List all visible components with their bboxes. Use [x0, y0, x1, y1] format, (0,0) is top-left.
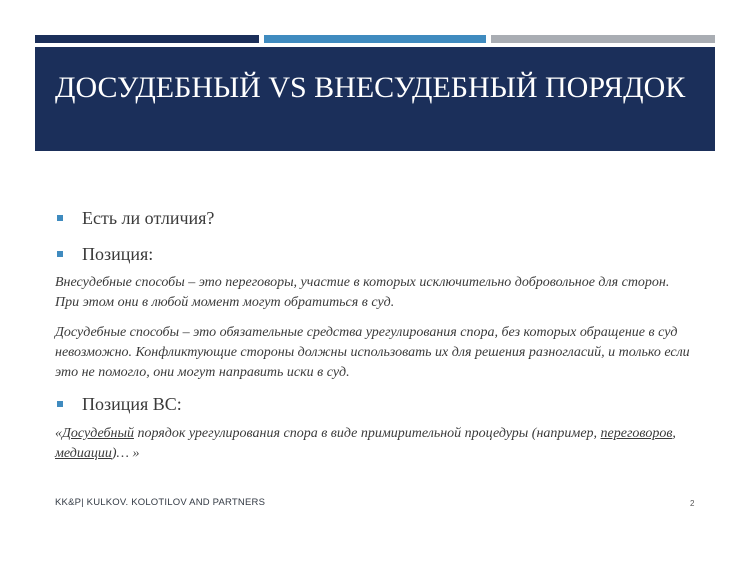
- footer-company: KK&P| KULKOV. KOLOTILOV AND PARTNERS: [55, 497, 266, 508]
- bullet-item-differences: [55, 206, 695, 230]
- square-bullet-icon: [57, 401, 63, 407]
- quote-middle: порядок урегулирования спора в виде примирительной процедуры (например,: [133, 426, 601, 441]
- quote-comma: ,: [672, 426, 676, 441]
- slide-title: ДОСУДЕБНЫЙ VS ВНЕСУДЕБНЫЙ ПОРЯДОК: [55, 71, 686, 104]
- bullet-text: Позиция:: [82, 244, 154, 264]
- quote-open: «: [55, 426, 62, 441]
- paragraph-pretrial: Досудебные способы – это обязательные средства урегулирования спора, без которых обращение в суд невозможно. Конфликтующие стороны должны использовать их для решения разногласий, и только если это не помогло, они могут направить иски в суд.: [55, 325, 690, 380]
- bullet-item-supreme-court-position: [55, 392, 695, 416]
- quote-close: )… »: [111, 446, 140, 461]
- paragraph-extrajudicial: Внесудебные способы – это переговоры, участие в которых исключительно добровольное для сторон. При этом они в любой момент могут обратиться в суд.: [55, 275, 670, 310]
- square-bullet-icon: [57, 251, 63, 257]
- slide-content: [55, 206, 695, 464]
- quote-paragraph: [55, 424, 695, 464]
- accent-bar-blue: [264, 35, 486, 43]
- link-pretrial[interactable]: Досудебный: [62, 426, 134, 441]
- title-band: [35, 47, 715, 151]
- square-bullet-icon: [57, 215, 63, 221]
- top-accent-bars: [35, 35, 715, 43]
- bullet-text: Есть ли отличия?: [82, 208, 215, 228]
- bullet-text: Позиция ВС:: [82, 394, 182, 414]
- link-mediation[interactable]: медиации: [55, 446, 112, 461]
- accent-bar-navy: [35, 35, 259, 43]
- link-negotiations[interactable]: переговоров: [600, 426, 673, 441]
- bullet-item-position: [55, 242, 695, 266]
- accent-bar-gray: [491, 35, 715, 43]
- page-number: 2: [690, 499, 695, 508]
